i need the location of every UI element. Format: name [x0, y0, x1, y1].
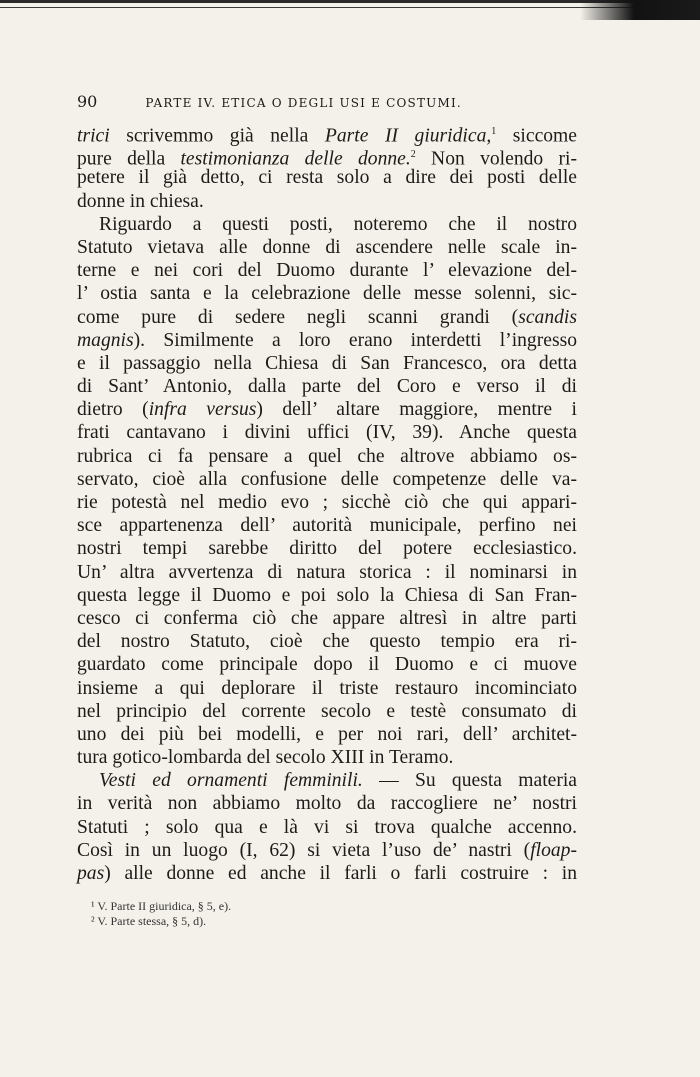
footnote-2: ² V. Parte stessa, § 5, d).	[91, 914, 207, 929]
text-line: dietro (infra versus) dell’ altare maggiore, mentre i	[77, 399, 577, 421]
text-line: frati cantavano i divini uffici (IV, 39). Anche questa	[77, 422, 577, 444]
text-line: in verità non abbiamo molto da raccogliere ne’ nostri	[77, 793, 577, 815]
body-text	[77, 120, 577, 885]
running-title: PARTE IV. ETICA O DEGLI USI E COSTUMI.	[145, 96, 462, 110]
text-line: servato, cioè alla confusione delle competenze delle va-	[77, 468, 577, 490]
text-line: trici scrivemmo già nella Parte II giuridica,$^1$ siccome	[77, 125, 577, 147]
text-line: Così in un luogo (I, 62) si vieta l’uso de’ nastri (floap-	[77, 839, 577, 861]
text-line: insieme a qui deplorare il triste restauro incominciato	[77, 677, 577, 699]
text-line: pas) alle donne ed anche il farli o farli costruire : in	[77, 863, 577, 884]
scan-top-border	[0, 0, 700, 22]
text-line: del nostro Statuto, cioè che questo tempio era ri-	[77, 631, 577, 653]
text-line: Statuti ; solo qua e là vi si trova qualche accenno.	[77, 816, 577, 838]
footnotes	[77, 899, 577, 929]
text-line: guardato come principale dopo il Duomo e ci muove	[77, 654, 577, 676]
page-number: 90	[77, 92, 98, 111]
text-line: rie potestà nel medio evo ; sicchè ciò che qui appari-	[77, 492, 577, 513]
footnote-1: ¹ V. Parte II giuridica, § 5, e).	[91, 899, 232, 914]
text-line: Un’ altra avvertenza di natura storica : il nominarsi in	[77, 561, 577, 583]
text-line: Vesti ed ornamenti femminili. — Su questa materia	[99, 770, 577, 792]
text-line: di Sant’ Antonio, dalla parte del Coro e verso il di	[77, 376, 577, 398]
text-line: Statuto vietava alle donne di ascendere nelle scale in-	[77, 236, 577, 258]
text-line: petere il già detto, ci resta solo a dire dei posti delle	[77, 167, 577, 189]
text-line: uno dei più bei modelli, e per noi rari, dell’ architet-	[77, 723, 577, 745]
text-line: questa legge il Duomo e poi solo la Chiesa di San Fran-	[77, 584, 577, 606]
text-line: tura gotico-lombarda del secolo XIII in Teramo.	[77, 747, 454, 769]
text-line: come pure di sedere negli scanni grandi (scandis	[77, 306, 577, 328]
text-line: nel principio del corrente secolo e testè consumato di	[77, 700, 577, 722]
text-line: rubrica ci fa pensare a quel che altrove abbiamo os-	[77, 445, 577, 467]
text-line: magnis). Similmente a loro erano interdetti l’ingresso	[77, 329, 577, 351]
text-line: terne e nei cori del Duomo durante l’ elevazione del-	[77, 260, 577, 282]
text-line: donne in chiesa.	[77, 190, 204, 212]
running-head	[77, 92, 577, 120]
text-line: pure della testimonianza delle donne.$^2$ Non volendo ri-	[77, 148, 577, 170]
text-line: nostri tempi sarebbe diritto del potere ecclesiastico.	[77, 538, 577, 560]
book-page	[77, 92, 577, 929]
text-line: l’ ostia santa e la celebrazione delle messe solenni, sic-	[77, 283, 577, 305]
text-line: cesco ci conferma ciò che appare altresì in altre parti	[77, 607, 577, 629]
text-line: e il passaggio nella Chiesa di San Francesco, ora detta	[77, 352, 577, 374]
scan-corner-shadow	[580, 0, 700, 20]
text-line: Riguardo a questi posti, noteremo che il nostro	[99, 213, 577, 235]
text-line: sce appartenenza dell’ autorità municipale, perfino nei	[77, 515, 577, 537]
